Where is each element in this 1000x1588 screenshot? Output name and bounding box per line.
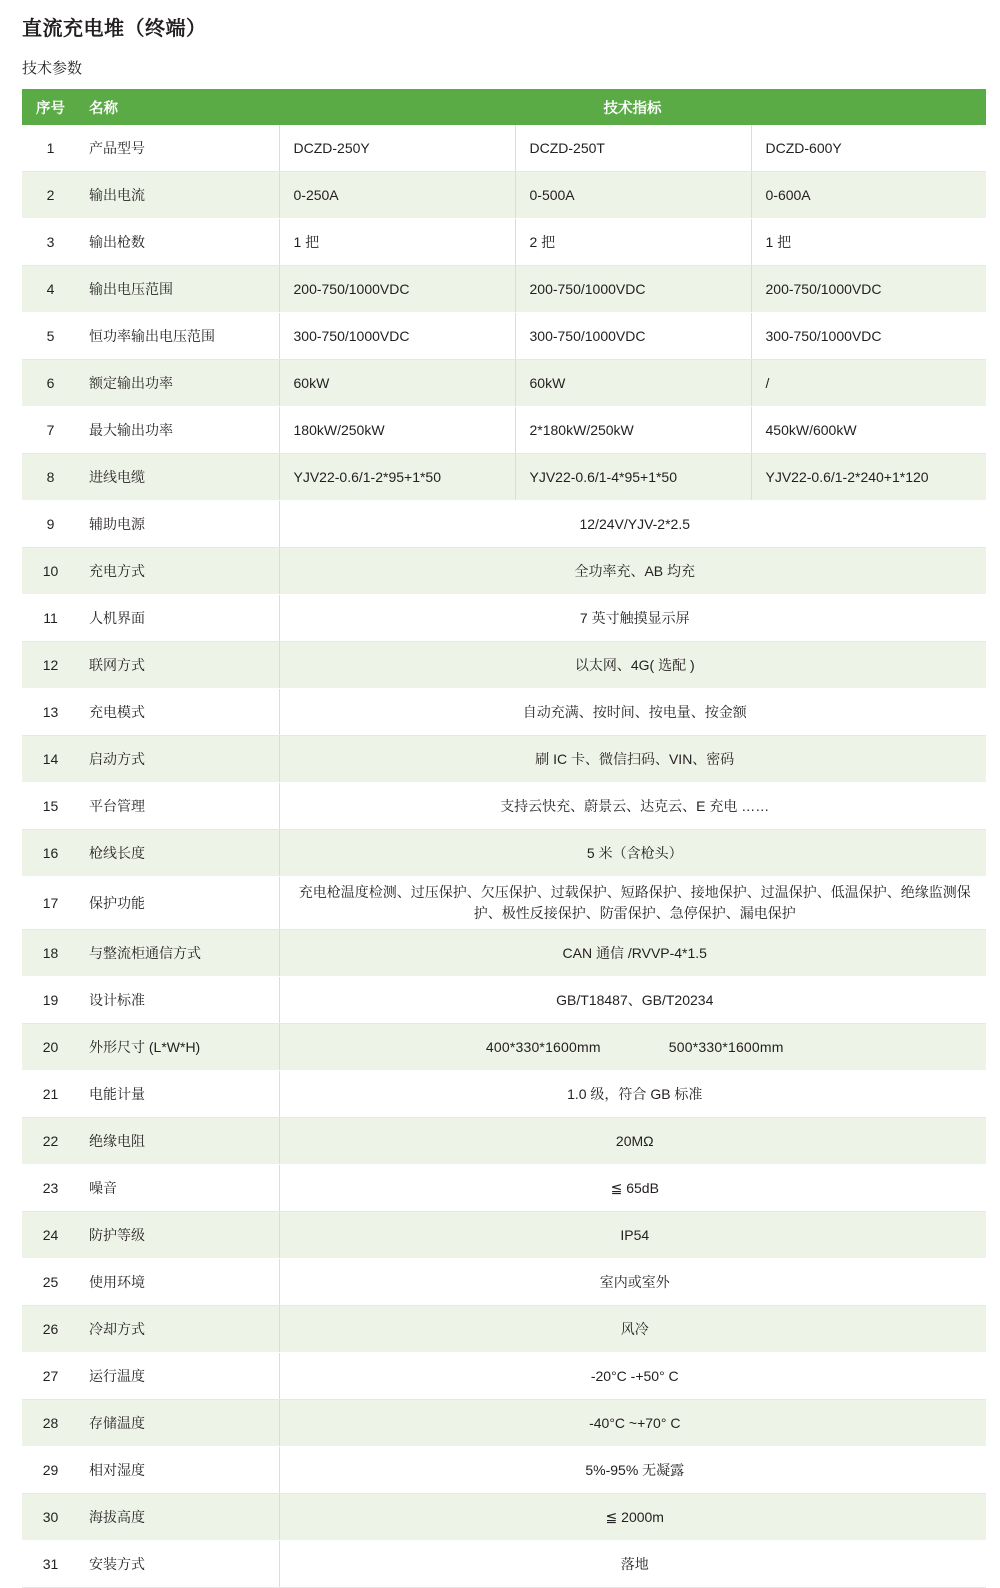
row-value: 室内或室外 [279, 1259, 986, 1306]
row-label: 产品型号 [75, 125, 279, 172]
section-subtitle: 技术参数 [22, 60, 83, 77]
row-value-1: 0-250A [279, 172, 515, 219]
page-title: 直流充电堆（终端） [22, 18, 207, 40]
row-value: 落地 [279, 1541, 986, 1588]
row-value-1: YJV22-0.6/1-2*95+1*50 [279, 454, 515, 501]
table-row [22, 1118, 986, 1165]
row-label: 启动方式 [75, 736, 279, 783]
table-row [22, 1447, 986, 1494]
row-label: 绝缘电阻 [75, 1118, 279, 1165]
row-index: 2 [22, 172, 75, 219]
row-label: 防护等级 [75, 1212, 279, 1259]
table-row [22, 642, 986, 689]
row-value-3: 450kW/600kW [751, 407, 986, 454]
row-value-2: 2*180kW/250kW [515, 407, 751, 454]
row-value-1: 1 把 [279, 219, 515, 266]
table-row [22, 930, 986, 977]
row-index: 4 [22, 266, 75, 313]
row-value-2: 0-500A [515, 172, 751, 219]
row-value-2: 200-750/1000VDC [515, 266, 751, 313]
table-row [22, 454, 986, 501]
row-label: 使用环境 [75, 1259, 279, 1306]
table-row [22, 125, 986, 172]
row-label: 额定输出功率 [75, 360, 279, 407]
row-index: 10 [22, 548, 75, 595]
row-value: -20°C -+50° C [279, 1353, 986, 1400]
table-row [22, 407, 986, 454]
row-label: 联网方式 [75, 642, 279, 689]
row-index: 14 [22, 736, 75, 783]
table-row [22, 977, 986, 1024]
row-value-2: 300-750/1000VDC [515, 313, 751, 360]
row-value-3: / [751, 360, 986, 407]
header-name: 名称 [75, 89, 279, 125]
table-row [22, 783, 986, 830]
row-label: 输出枪数 [75, 219, 279, 266]
table-row [22, 595, 986, 642]
row-index: 24 [22, 1212, 75, 1259]
row-value-3: DCZD-600Y [751, 125, 986, 172]
row-label: 安装方式 [75, 1541, 279, 1588]
spec-table [22, 89, 986, 1588]
row-index: 5 [22, 313, 75, 360]
table-row [22, 1306, 986, 1353]
row-label: 进线电缆 [75, 454, 279, 501]
row-index: 26 [22, 1306, 75, 1353]
row-label: 充电模式 [75, 689, 279, 736]
row-index: 21 [22, 1071, 75, 1118]
row-index: 7 [22, 407, 75, 454]
row-value-2: 2 把 [515, 219, 751, 266]
row-label: 外形尺寸 (L*W*H) [75, 1024, 279, 1071]
row-index: 15 [22, 783, 75, 830]
row-index: 23 [22, 1165, 75, 1212]
table-row [22, 501, 986, 548]
row-label: 辅助电源 [75, 501, 279, 548]
row-value: 20MΩ [279, 1118, 986, 1165]
row-index: 13 [22, 689, 75, 736]
row-value: 自动充满、按时间、按电量、按金额 [279, 689, 986, 736]
row-index: 18 [22, 930, 75, 977]
row-label: 最大输出功率 [75, 407, 279, 454]
row-value: ≦ 2000m [279, 1494, 986, 1541]
table-row [22, 1071, 986, 1118]
row-label: 运行温度 [75, 1353, 279, 1400]
table-row [22, 219, 986, 266]
table-row [22, 1212, 986, 1259]
table-row [22, 689, 986, 736]
row-label: 恒功率输出电压范围 [75, 313, 279, 360]
row-value-1: 300-750/1000VDC [279, 313, 515, 360]
row-label: 冷却方式 [75, 1306, 279, 1353]
row-label: 海拔高度 [75, 1494, 279, 1541]
table-row [22, 548, 986, 595]
row-label: 充电方式 [75, 548, 279, 595]
table-row [22, 313, 986, 360]
row-value-1: DCZD-250Y [279, 125, 515, 172]
row-index: 8 [22, 454, 75, 501]
row-index: 22 [22, 1118, 75, 1165]
row-value: ≦ 65dB [279, 1165, 986, 1212]
table-row [22, 172, 986, 219]
row-index: 28 [22, 1400, 75, 1447]
row-index: 25 [22, 1259, 75, 1306]
row-value: 7 英寸触摸显示屏 [279, 595, 986, 642]
row-index: 3 [22, 219, 75, 266]
header-no: 序号 [22, 89, 75, 125]
row-index: 11 [22, 595, 75, 642]
row-index: 6 [22, 360, 75, 407]
row-label: 人机界面 [75, 595, 279, 642]
row-index: 16 [22, 830, 75, 877]
row-value-1: 60kW [279, 360, 515, 407]
table-row [22, 736, 986, 783]
row-label: 平台管理 [75, 783, 279, 830]
row-value-2: DCZD-250T [515, 125, 751, 172]
row-index: 12 [22, 642, 75, 689]
row-label: 电能计量 [75, 1071, 279, 1118]
row-index: 19 [22, 977, 75, 1024]
table-row [22, 1353, 986, 1400]
row-value: 1.0 级，符合 GB 标准 [279, 1071, 986, 1118]
table-header-row [22, 89, 986, 125]
row-value: 支持云快充、蔚景云、达克云、E 充电 …… [279, 783, 986, 830]
table-row [22, 877, 986, 930]
row-label: 设计标准 [75, 977, 279, 1024]
row-value: IP54 [279, 1212, 986, 1259]
row-label: 输出电流 [75, 172, 279, 219]
row-value: 全功率充、AB 均充 [279, 548, 986, 595]
table-body [22, 125, 986, 1588]
row-value-2: YJV22-0.6/1-4*95+1*50 [515, 454, 751, 501]
row-value-1: 200-750/1000VDC [279, 266, 515, 313]
row-value: 刷 IC 卡、微信扫码、VIN、密码 [279, 736, 986, 783]
row-index: 20 [22, 1024, 75, 1071]
table-row [22, 1259, 986, 1306]
table-row [22, 1494, 986, 1541]
row-value-3: 0-600A [751, 172, 986, 219]
row-index: 17 [22, 877, 75, 930]
row-value: 以太网、4G( 选配 ) [279, 642, 986, 689]
row-index: 30 [22, 1494, 75, 1541]
table-row [22, 830, 986, 877]
row-value: 充电枪温度检测、过压保护、欠压保护、过载保护、短路保护、接地保护、过温保护、低温保护、绝缘监测保护、极性反接保护、防雷保护、急停保护、漏电保护 [279, 877, 986, 930]
row-value-3: 200-750/1000VDC [751, 266, 986, 313]
table-row [22, 1024, 986, 1071]
row-value-2: 60kW [515, 360, 751, 407]
table-row [22, 1400, 986, 1447]
row-label: 相对湿度 [75, 1447, 279, 1494]
row-value-3: YJV22-0.6/1-2*240+1*120 [751, 454, 986, 501]
row-value: 5%-95% 无凝露 [279, 1447, 986, 1494]
row-index: 27 [22, 1353, 75, 1400]
row-value: 5 米（含枪头） [279, 830, 986, 877]
row-label: 存储温度 [75, 1400, 279, 1447]
table-row [22, 1165, 986, 1212]
row-value: CAN 通信 /RVVP-4*1.5 [279, 930, 986, 977]
row-value-3: 1 把 [751, 219, 986, 266]
table-row [22, 360, 986, 407]
row-label: 枪线长度 [75, 830, 279, 877]
row-index: 29 [22, 1447, 75, 1494]
table-row [22, 266, 986, 313]
row-value: -40°C ~+70° C [279, 1400, 986, 1447]
row-index: 9 [22, 501, 75, 548]
row-value: 风冷 [279, 1306, 986, 1353]
row-label: 与整流柜通信方式 [75, 930, 279, 977]
row-index: 1 [22, 125, 75, 172]
row-label: 噪音 [75, 1165, 279, 1212]
table-row [22, 1541, 986, 1588]
row-index: 31 [22, 1541, 75, 1588]
row-value-1: 180kW/250kW [279, 407, 515, 454]
row-value: 400*330*1600mm 500*330*1600mm [279, 1024, 986, 1071]
row-label: 保护功能 [75, 877, 279, 930]
row-value: GB/T18487、GB/T20234 [279, 977, 986, 1024]
row-label: 输出电压范围 [75, 266, 279, 313]
header-spec: 技术指标 [279, 89, 986, 125]
row-value: 12/24V/YJV-2*2.5 [279, 501, 986, 548]
row-value-3: 300-750/1000VDC [751, 313, 986, 360]
